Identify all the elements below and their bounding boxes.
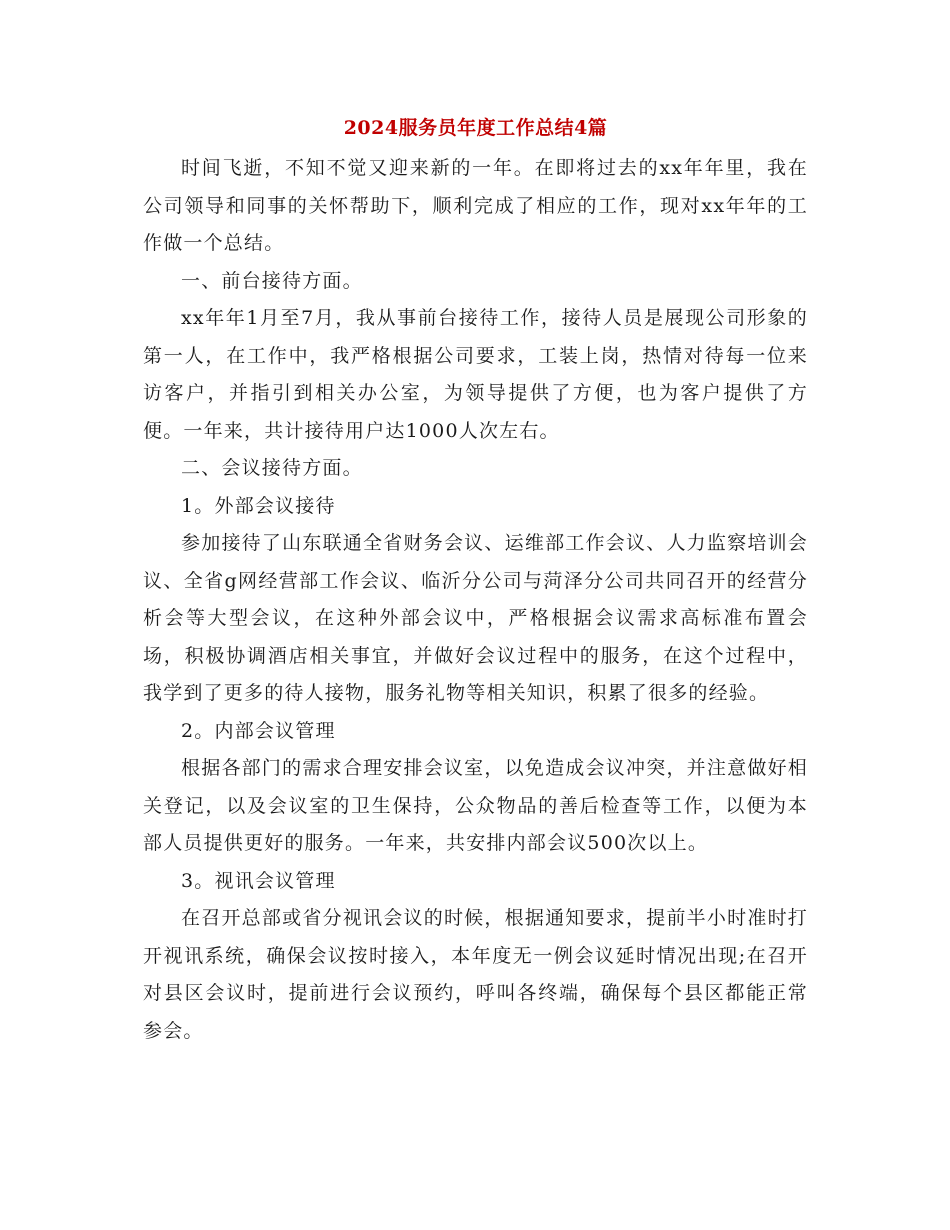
subheading-internal-meetings: 2。内部会议管理 bbox=[181, 719, 336, 742]
section-heading-front-desk: 一、前台接待方面。 bbox=[181, 269, 363, 292]
document-page bbox=[143, 108, 808, 1050]
external-meetings-paragraph: 参加接待了山东联通全省财务会议、运维部工作会议、人力监察培训会议、全省g网经营部工作会议、临沂分公司与菏泽分公司共同召开的经营分析会等大型会议，在这种外部会议中，严格根据会议需求高标准布置会场，积极协调酒店相关事宜，并做好会议过程中的服务，在这个过程中，我学到了更多的待人接物，服务礼物等相关知识，积累了很多的经验。 bbox=[143, 532, 808, 704]
intro-paragraph: 时间飞逝，不知不觉又迎来新的一年。在即将过去的xx年年里，我在公司领导和同事的关怀帮助下，顺利完成了相应的工作，现对xx年年的工作做一个总结。 bbox=[143, 157, 808, 254]
section-heading-meetings: 二、会议接待方面。 bbox=[181, 457, 363, 479]
front-desk-paragraph: xx年年1月至7月，我从事前台接待工作，接待人员是展现公司形象的第一人，在工作中，我严格根据公司要求，工装上岗，热情对待每一位来访客户，并指引到相关办公室，为领导提供了方便，也为客户提供了方便。一年来，共计接待用户达1000人次左右。 bbox=[143, 307, 808, 442]
video-meetings-paragraph: 在召开总部或省分视讯会议的时候，根据通知要求，提前半小时准时打开视讯系统，确保会议按时接入，本年度无一例会议延时情况出现;在召开对县区会议时，提前进行会议预约，呼叫各终端，确保每个县区都能正常参会。 bbox=[143, 907, 808, 1042]
subheading-video-meetings: 3。视讯会议管理 bbox=[181, 869, 336, 892]
internal-meetings-paragraph: 根据各部门的需求合理安排会议室，以免造成会议冲突，并注意做好相关登记，以及会议室的卫生保持，公众物品的善后检查等工作，以便为本部人员提供更好的服务。一年来，共安排内部会议500次以上。 bbox=[143, 757, 808, 854]
subheading-external-meetings: 1。外部会议接待 bbox=[181, 494, 336, 517]
document-title: 2024服务员年度工作总结4篇 bbox=[343, 117, 608, 139]
